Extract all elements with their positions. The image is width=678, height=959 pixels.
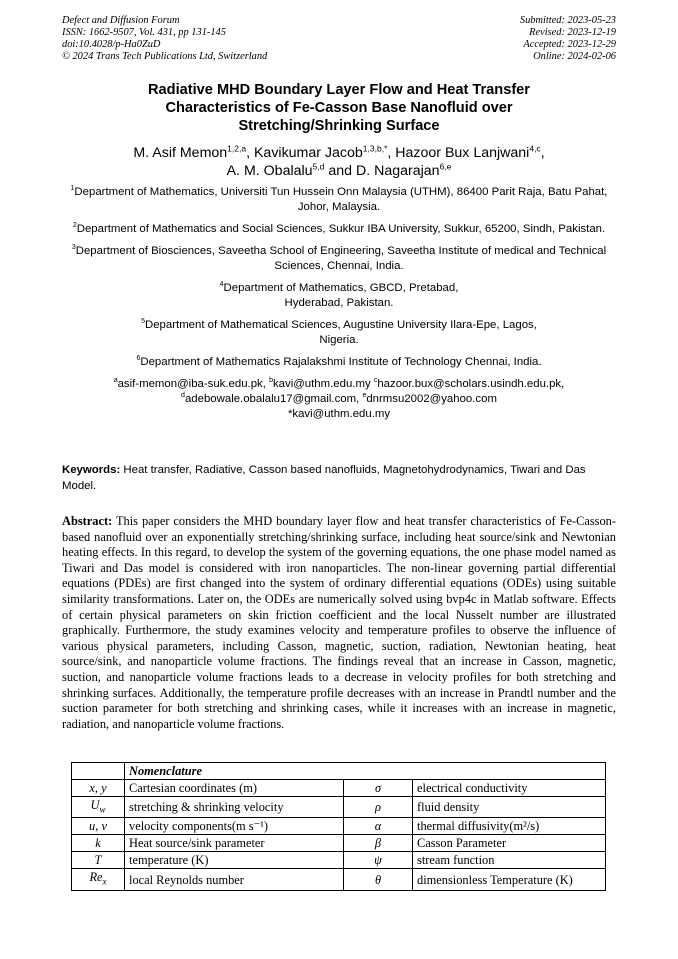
affiliation-number: 4 bbox=[219, 281, 224, 289]
symbol-cell bbox=[72, 869, 125, 890]
affiliation-text: Department of Mathematics, GBCD, Pretabad, Hyderabad, Pakistan. bbox=[223, 282, 459, 309]
author-superscript: 1,2,a bbox=[227, 143, 247, 154]
email-e[interactable]: dnrmsu2002@yahoo.com bbox=[366, 393, 497, 405]
nomenclature-heading: Nomenclature bbox=[125, 763, 606, 780]
email-marker: c bbox=[373, 377, 378, 385]
description-cell: stream function bbox=[413, 852, 606, 869]
description-cell: thermal diffusivity(m²/s) bbox=[413, 818, 606, 835]
nomenclature-table bbox=[71, 762, 606, 891]
author-conjunction: and bbox=[328, 163, 352, 179]
description-cell: stretching & shrinking velocity bbox=[125, 797, 344, 818]
affiliation-item bbox=[62, 244, 616, 274]
table-row bbox=[72, 818, 606, 835]
email-marker: d bbox=[181, 392, 185, 400]
description-cell: velocity components(m s⁻¹) bbox=[125, 818, 344, 835]
author-name: Kavikumar Jacob bbox=[253, 145, 363, 161]
table-row bbox=[72, 780, 606, 797]
abstract-text: This paper considers the MHD boundary layer flow and heat transfer characteristics of Fe-Casson-based nanofluid over an exponentially stretching/shrinking surface, including heat source/sink and Newtonian heating effects. In this regard, to develop the system of the governing equations, the one phase model named as Tiwari and Das model is considered with iron nanoparticles. The non-linear governing partial differential equations (PDEs) are first changed into the system of ordinary differential equations (ODEs) using suitable similarity transformations. Later on, the ODEs are numerically solved using bvp4c in Matlab software. Effects of certain physical parameters on skin friction coefficient and the local Nusselt number are illustrated graphically. Furthermore, the study examines velocity and temperature profiles to observe the influence of various physical parameters, including Casson, magnetic, suction, radiation, Newtonian heating, heat source/sink, and nanoparticle volume fractions. The findings reveal that an increase in Casson, magnetic, suction, and nanoparticle volume fractions leads to a decrease in velocity profiles for both stretching and shrinking surfaces. Additionally, the temperature profile decreases with an increase in Prandtl number and the suction parameter for both stretching and shrinking cases, while it increases with an increase in magnetic, radiation, and nanoparticle volume fractions. bbox=[62, 514, 617, 731]
table-row bbox=[72, 852, 606, 869]
affiliation-text: Department of Biosciences, Saveetha School of Engineering, Saveetha Institute of medical and Technical Sciences, Chennai, India. bbox=[75, 245, 607, 272]
description-cell: Heat source/sink parameter bbox=[125, 835, 344, 852]
keywords-label: Keywords: bbox=[62, 464, 121, 476]
description-cell: temperature (K) bbox=[125, 852, 344, 869]
copyright-line: © 2024 Trans Tech Publications Ltd, Switzerland bbox=[62, 51, 268, 62]
symbol-cell: T bbox=[72, 852, 125, 869]
journal-header-right bbox=[520, 15, 616, 63]
symbol-text: $Re_x$ bbox=[89, 870, 107, 887]
affiliation-text: Department of Mathematics Rajalakshmi Institute of Technology Chennai, India. bbox=[140, 356, 542, 368]
symbol-cell: β bbox=[344, 835, 413, 852]
author-name: M. Asif Memon bbox=[133, 145, 228, 161]
author-superscript: 1,3,b,* bbox=[362, 143, 388, 154]
issn-line: ISSN: 1662-9507, Vol. 431, pp 131-145 bbox=[62, 27, 226, 38]
accepted-date: Accepted: 2023-12-29 bbox=[523, 39, 616, 50]
table-row bbox=[72, 869, 606, 890]
affiliation-item bbox=[62, 318, 616, 348]
abstract-section bbox=[62, 514, 616, 732]
corresponding-email[interactable]: *kavi@uthm.edu.my bbox=[287, 408, 391, 420]
affiliation-number: 6 bbox=[136, 355, 141, 363]
paper-title bbox=[62, 81, 616, 135]
affiliation-item bbox=[62, 222, 616, 237]
symbol-cell: u, v bbox=[72, 818, 125, 835]
symbol-cell bbox=[72, 797, 125, 818]
keywords-text: Heat transfer, Radiative, Casson based nanofluids, Magnetohydrodynamics, Tiwari and Das Model. bbox=[62, 464, 586, 492]
author-list: M. Asif Memon$^{1,2,a}$, Kavikumar Jacob$^{1,3,b,*}$, Hazoor Bux Lanjwani$^{4,c}$, A. M. Obalalu$^{5,d}$ and D. Nagarajan$^{6,e}$ bbox=[133, 143, 545, 179]
title-line-1: Radiative MHD Boundary Layer Flow and Heat Transfer bbox=[148, 82, 530, 98]
affiliation-text: Department of Mathematics, Universiti Tun Hussein Onn Malaysia (UTHM), 86400 Parit Raja, Batu Pahat, Johor, Malaysia. bbox=[74, 186, 608, 213]
affiliation-number: 1 bbox=[70, 185, 75, 193]
table-row bbox=[72, 797, 606, 818]
author-name: Hazoor Bux Lanjwani bbox=[395, 145, 530, 161]
email-marker: b bbox=[269, 377, 273, 385]
title-line-2: Characteristics of Fe-Casson Base Nanofluid over bbox=[165, 100, 513, 116]
symbol-cell: θ bbox=[344, 869, 413, 890]
journal-header-left bbox=[62, 15, 267, 63]
affiliation-item bbox=[62, 185, 616, 215]
symbol-cell: k bbox=[72, 835, 125, 852]
online-date: Online: 2024-02-06 bbox=[533, 51, 616, 62]
symbol-cell: ρ bbox=[344, 797, 413, 818]
description-cell: local Reynolds number bbox=[125, 869, 344, 890]
affiliation-number: 5 bbox=[141, 318, 145, 326]
abstract-label: Abstract: bbox=[62, 514, 113, 528]
revised-date: Revised: 2023-12-19 bbox=[529, 27, 616, 38]
author-name: A. M. Obalalu bbox=[226, 163, 313, 179]
affiliation-number: 3 bbox=[71, 244, 76, 252]
keywords-section bbox=[62, 462, 616, 494]
author-superscript: 4,c bbox=[529, 143, 541, 154]
author-name: D. Nagarajan bbox=[355, 163, 440, 179]
email-list bbox=[62, 377, 616, 422]
nomenclature-header-row bbox=[72, 763, 606, 780]
affiliation-number: 2 bbox=[72, 222, 77, 230]
title-line-3: Stretching/Shrinking Surface bbox=[238, 118, 440, 134]
description-cell: fluid density bbox=[413, 797, 606, 818]
author-superscript: 6,e bbox=[439, 161, 452, 172]
symbol-text: $U_w$ bbox=[90, 798, 106, 815]
email-a[interactable]: asif-memon@iba-suk.edu.pk, bbox=[117, 378, 266, 390]
description-cell: Cartesian coordinates (m) bbox=[125, 780, 344, 797]
symbol-cell: ψ bbox=[344, 852, 413, 869]
author-superscript: 5,d bbox=[312, 161, 325, 172]
description-cell: Casson Parameter bbox=[413, 835, 606, 852]
affiliation-text: Department of Mathematics and Social Sciences, Sukkur IBA University, Sukkur, 65200, Sindh, Pakistan. bbox=[76, 223, 606, 235]
email-marker: e bbox=[362, 392, 367, 400]
submitted-date: Submitted: 2023-05-23 bbox=[519, 15, 616, 26]
email-c[interactable]: hazoor.bux@scholars.usindh.edu.pk, bbox=[377, 378, 565, 390]
symbol-cell: x, y bbox=[72, 780, 125, 797]
affiliation-text: Department of Mathematical Sciences, Augustine University Ilara-Epe, Lagos, Nigeria. bbox=[145, 319, 537, 346]
email-d[interactable]: adebowale.obalalu17@gmail.com, bbox=[184, 393, 360, 405]
table-blank-cell bbox=[72, 763, 125, 780]
doi-line: doi:10.4028/p-Ha0ZuD bbox=[62, 39, 161, 50]
email-b[interactable]: kavi@uthm.edu.my bbox=[272, 378, 371, 390]
symbol-cell: σ bbox=[344, 780, 413, 797]
affiliation-item bbox=[62, 281, 616, 311]
journal-name: Defect and Diffusion Forum bbox=[62, 15, 180, 26]
description-cell: electrical conductivity bbox=[413, 780, 606, 797]
symbol-cell: α bbox=[344, 818, 413, 835]
affiliation-list bbox=[62, 185, 616, 422]
table-row bbox=[72, 835, 606, 852]
affiliation-item bbox=[62, 355, 616, 370]
email-marker: a bbox=[113, 377, 118, 385]
description-cell: dimensionless Temperature (K) bbox=[413, 869, 606, 890]
